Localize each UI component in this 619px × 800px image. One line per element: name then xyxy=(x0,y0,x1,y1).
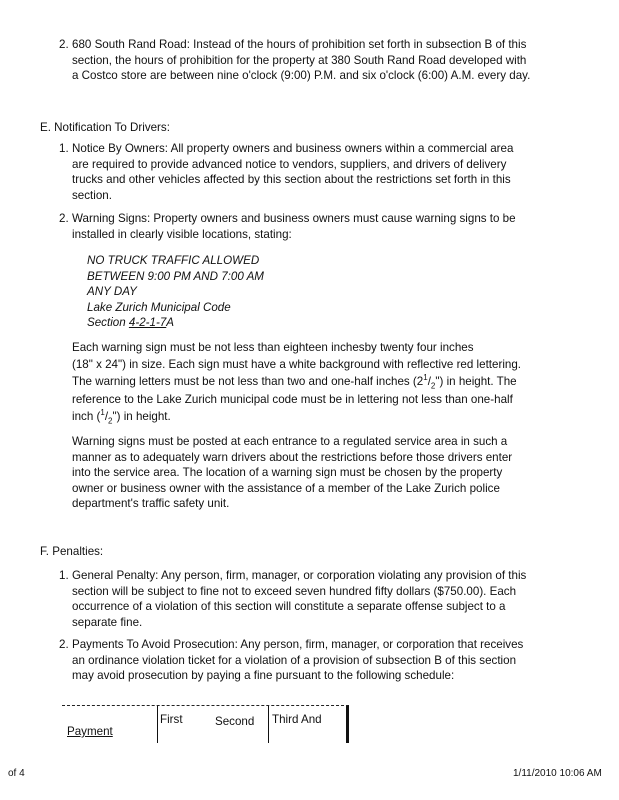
item-text: separate fine. xyxy=(72,615,143,629)
fraction-denominator: 2 xyxy=(430,381,436,391)
text-fragment: ") in height. xyxy=(112,409,171,423)
paragraph-line: (18" x 24") in size. Each sign must have a white background with reflective red lettering. xyxy=(72,358,522,372)
section-f-heading: F. Penalties: xyxy=(40,545,104,558)
item-text: Notice By Owners: All property owners and business owners within a commercial area xyxy=(72,142,514,155)
sign-line xyxy=(87,315,597,331)
fraction-slash: / xyxy=(104,409,109,423)
item-text: 680 South Rand Road: Instead of the hours of prohibition set forth in subsection B of this xyxy=(72,38,527,51)
item-text: a Costco store are between nine o'clock (9:00) P.M. and six o'clock (6:00) A.M. every day. xyxy=(72,69,531,83)
item-text: trucks and other vehicles affected by this section about the restrictions set forth in this xyxy=(72,173,511,187)
table-column-divider xyxy=(157,706,158,743)
item-text: section, the hours of prohibition for the property at 380 South Rand Road developed with xyxy=(72,53,527,67)
sign-size-paragraph xyxy=(72,339,607,425)
item-number: 1. xyxy=(59,142,69,155)
footer-page-count: of 4 xyxy=(8,768,25,779)
code-section-link[interactable]: 4-2-1-7 xyxy=(128,316,167,330)
item-text: installed in clearly visible locations, stating: xyxy=(72,227,292,241)
sign-line: Lake Zurich Municipal Code xyxy=(87,300,231,314)
item-text: may avoid prosecution by paying a fine pursuant to the following schedule: xyxy=(72,669,455,683)
fraction-slash: / xyxy=(427,375,431,389)
text-fragment: ") in height. The xyxy=(435,375,517,389)
paragraph-line: Each warning sign must be not less than eighteen inchesby twenty four inches xyxy=(72,341,474,354)
sign-line: NO TRUCK TRAFFIC ALLOWED xyxy=(87,254,260,267)
paragraph-line: reference to the Lake Zurich municipal code must be in lettering not less than one-half xyxy=(72,392,513,406)
table-header-payment: Payment xyxy=(67,725,113,738)
sign-posting-paragraph xyxy=(72,434,602,512)
paragraph-line xyxy=(72,373,607,390)
paragraph-line: department's traffic safety unit. xyxy=(72,497,230,511)
fraction-numerator: 1 xyxy=(100,407,105,417)
table-header-first: First xyxy=(160,713,183,726)
paragraph-line: manner as to adequately warn drivers about the restrictions before those drivers enter xyxy=(72,450,513,464)
warning-sign-text xyxy=(87,253,597,331)
paragraph-line: owner or business owner with the assistance of a member of the Lake Zurich police xyxy=(72,481,500,495)
paragraph-line xyxy=(72,408,607,425)
item-number: 2. xyxy=(59,212,69,225)
item-text: Payments To Avoid Prosecution: Any person, firm, manager, or corporation that receives xyxy=(72,638,524,651)
item-text: Warning Signs: Property owners and business owners must cause warning signs to be xyxy=(72,212,516,225)
table-column-divider xyxy=(268,706,269,743)
table-header-second: Second xyxy=(215,715,255,728)
sign-line: ANY DAY xyxy=(87,285,137,299)
item-number: 2. xyxy=(59,38,69,51)
text-fragment: The warning letters must be not less than two and one-half inches (2 xyxy=(72,375,424,389)
paragraph-line: Warning signs must be posted at each entrance to a regulated service area in such a xyxy=(72,435,508,448)
item-text: section will be subject to fine not to exceed seven hundred fifty dollars ($750.00). Each xyxy=(72,584,517,598)
item-text: section. xyxy=(72,188,112,202)
item-text: an ordinance violation ticket for a violation of a provision of subsection B of this section xyxy=(72,653,517,667)
fraction-numerator: 1 xyxy=(423,373,428,383)
paragraph-line: into the service area. The location of a warning sign must be chosen by the property xyxy=(72,466,503,480)
text-fragment: inch ( xyxy=(72,409,101,423)
sign-line: BETWEEN 9:00 PM AND 7:00 AM xyxy=(87,269,264,283)
fraction-denominator: 2 xyxy=(108,416,113,426)
sign-section-prefix: Section xyxy=(87,316,129,330)
item-text: General Penalty: Any person, firm, manager, or corporation violating any provision of this xyxy=(72,569,527,582)
section-e-heading: E. Notification To Drivers: xyxy=(40,121,170,134)
fine-schedule-table xyxy=(62,705,349,743)
sign-section-suffix: A xyxy=(166,316,175,330)
item-text: occurrence of a violation of this section will constitute a separate offense subject to a xyxy=(72,600,506,614)
item-number: 2. xyxy=(59,638,69,651)
item-text: are required to provide advanced notice to vendors, suppliers, and drivers of delivery xyxy=(72,157,507,171)
footer-timestamp: 1/11/2010 10:06 AM xyxy=(513,768,602,779)
item-number: 1. xyxy=(59,569,69,582)
table-header-third: Third And xyxy=(272,713,322,726)
